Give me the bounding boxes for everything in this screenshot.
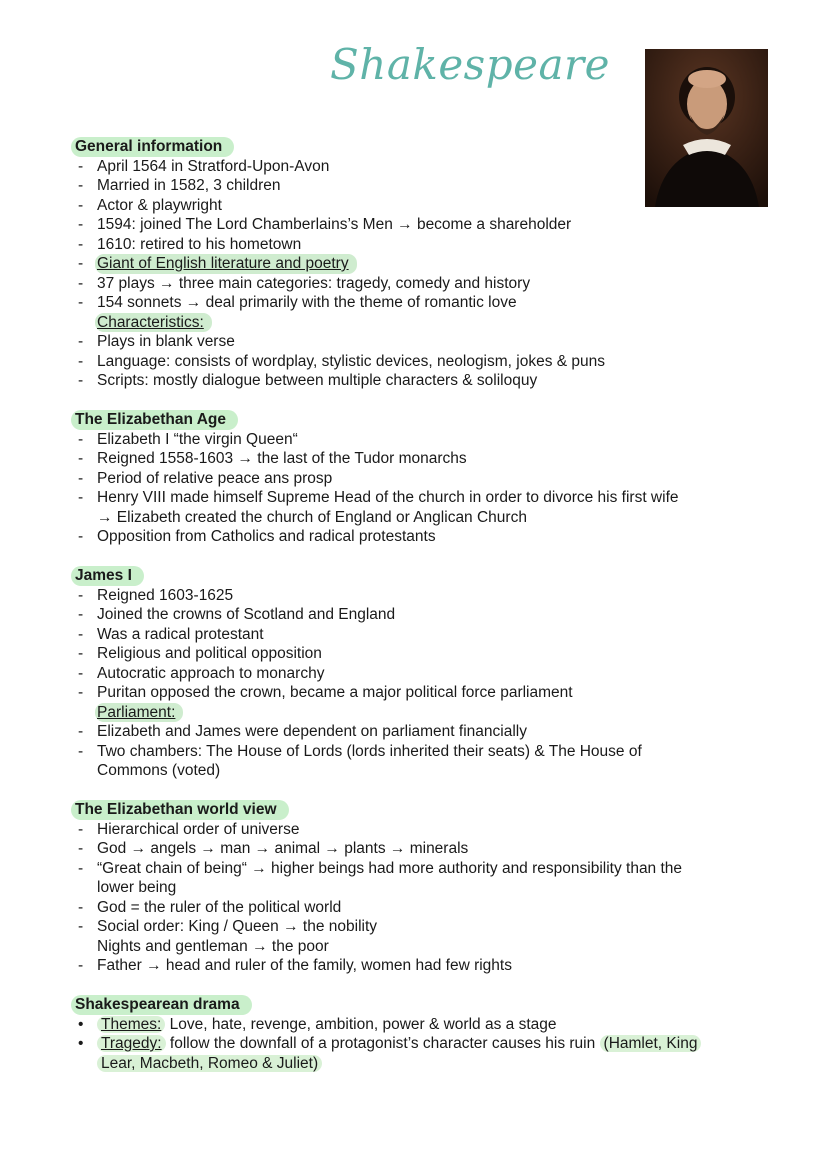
list-item: - Plays in blank verse <box>78 333 235 350</box>
list-item: - Hierarchical order of universe <box>78 820 300 838</box>
list-item: - 154 sonnets → deal primarily with the theme of romantic love <box>78 294 517 311</box>
list-item-continuation: Lear, Macbeth, Romeo & Juliet) <box>75 1054 755 1074</box>
notes-content <box>75 137 755 1093</box>
list-item-themes: • Themes: Love, hate, revenge, ambition, power & world as a stage <box>78 1015 557 1033</box>
list-item: - God → angels → man → animal → plants → minerals <box>78 840 469 857</box>
list-item: - Social order: King / Queen → the nobility <box>78 918 378 935</box>
list-item: - Scripts: mostly dialogue between multiple characters & soliloquy <box>78 372 538 389</box>
list-item: - 37 plays → three main categories: tragedy, comedy and history <box>78 274 531 292</box>
list-item-continuation: Commons (voted) <box>97 762 221 779</box>
page-title: Shakespeare <box>330 40 610 89</box>
tragedy-examples: (Hamlet, King <box>600 1035 702 1052</box>
list-item-continuation: Nights and gentleman → the poor <box>97 937 329 955</box>
subheading-characteristics: Characteristics: <box>75 313 755 333</box>
list-item: - Father → head and ruler of the family, women had few rights <box>78 957 512 974</box>
list-item: - Language: consists of wordplay, stylistic devices, neologism, jokes & puns <box>78 352 606 370</box>
list-item: - “Great chain of being“ → higher beings had more authority and responsibility than the <box>78 859 683 877</box>
list-item: - 1594: joined The Lord Chamberlains’s Men → become a shareholder <box>78 216 572 233</box>
list-item: - Two chambers: The House of Lords (lords inherited their seats) & The House of <box>78 742 642 760</box>
list-item-highlighted: - Giant of English literature and poetry <box>75 254 755 274</box>
list-item-continuation: → Elizabeth created the church of England or Anglican Church <box>97 508 527 526</box>
tragedy-label: Tragedy: <box>97 1035 166 1052</box>
list-item: - Reigned 1558-1603 → the last of the Tudor monarchs <box>78 450 467 467</box>
list-item: - Period of relative peace ans prosp <box>78 469 333 487</box>
list-item: - Elizabeth and James were dependent on parliament financially <box>78 723 527 740</box>
list-item: - God = the ruler of the political world <box>78 898 342 916</box>
list-item: - April 1564 in Stratford-Upon-Avon <box>78 157 330 175</box>
section-james-i <box>75 566 755 781</box>
subheading-parliament: Parliament: <box>75 703 755 723</box>
heading-james-i: James I <box>71 566 144 586</box>
list-item: - Reigned 1603-1625 <box>78 586 234 604</box>
list-item-tragedy: • Tragedy: follow the downfall of a protagonist’s character causes his ruin (Hamlet, King <box>75 1034 755 1054</box>
list-item: - Henry VIII made himself Supreme Head of the church in order to divorce his first wife <box>78 489 679 506</box>
themes-label: Themes: <box>97 1016 165 1033</box>
section-elizabethan-age <box>75 410 755 547</box>
list-item: - Was a radical protestant <box>78 625 264 643</box>
heading-elizabethan-age: The Elizabethan Age <box>71 410 238 430</box>
list-item: - Religious and political opposition <box>78 645 322 662</box>
section-general-information <box>75 137 755 391</box>
heading-shakespearean-drama: Shakespearean drama <box>71 995 252 1015</box>
heading-general-information: General information <box>71 137 234 157</box>
list-item: - Actor & playwright <box>78 196 222 214</box>
list-item: - 1610: retired to his hometown <box>78 235 302 253</box>
section-elizabethan-world-view <box>75 800 755 976</box>
heading-elizabethan-world-view: The Elizabethan world view <box>71 800 289 820</box>
list-item: - Autocratic approach to monarchy <box>78 664 325 682</box>
list-item: - Opposition from Catholics and radical protestants <box>78 528 436 545</box>
list-item-continuation: lower being <box>97 879 177 896</box>
list-item: - Elizabeth I “the virgin Queen“ <box>78 430 298 448</box>
list-item: - Joined the crowns of Scotland and England <box>78 606 396 623</box>
section-shakespearean-drama <box>75 995 755 1073</box>
list-item: - Married in 1582, 3 children <box>78 177 281 194</box>
list-item: - Puritan opposed the crown, became a major political force parliament <box>78 684 573 701</box>
